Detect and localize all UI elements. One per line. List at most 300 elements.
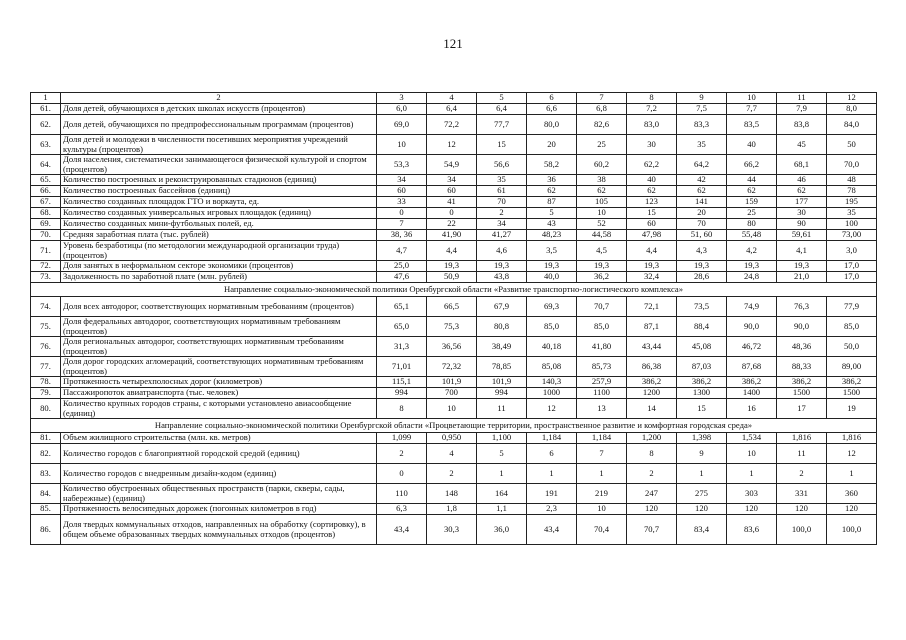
value-cell: 10	[427, 399, 477, 419]
value-cell: 386,2	[827, 377, 877, 388]
value-cell: 10	[577, 504, 627, 515]
value-cell: 83,3	[677, 115, 727, 135]
value-cell: 90	[777, 219, 827, 230]
value-cell: 101,9	[427, 377, 477, 388]
value-cell: 41,27	[477, 230, 527, 241]
value-cell: 85,0	[577, 317, 627, 337]
value-cell: 47,6	[377, 272, 427, 283]
value-cell: 36,2	[577, 272, 627, 283]
value-cell: 110	[377, 484, 427, 504]
table-row	[31, 357, 877, 377]
value-cell: 38,49	[477, 337, 527, 357]
value-cell: 5	[477, 444, 527, 464]
value-cell: 87,1	[627, 317, 677, 337]
value-cell: 1,184	[577, 433, 627, 444]
table-row	[31, 115, 877, 135]
value-cell: 42	[677, 175, 727, 186]
value-cell: 35	[677, 135, 727, 155]
value-cell: 76,3	[777, 297, 827, 317]
value-cell: 50	[827, 135, 877, 155]
value-cell: 17	[777, 399, 827, 419]
value-cell: 71,01	[377, 357, 427, 377]
value-cell: 30	[777, 208, 827, 219]
row-number: 68.	[31, 208, 61, 219]
table-row	[31, 464, 877, 484]
table-row	[31, 261, 877, 272]
value-cell: 62	[727, 186, 777, 197]
value-cell: 4	[427, 444, 477, 464]
value-cell: 8	[377, 399, 427, 419]
value-cell: 2	[427, 464, 477, 484]
value-cell: 85,0	[527, 317, 577, 337]
value-cell: 0	[427, 208, 477, 219]
value-cell: 140,3	[527, 377, 577, 388]
value-cell: 16	[727, 399, 777, 419]
value-cell: 89,00	[827, 357, 877, 377]
value-cell: 105	[577, 197, 627, 208]
value-cell: 303	[727, 484, 777, 504]
value-cell: 1	[727, 464, 777, 484]
value-cell: 46	[777, 175, 827, 186]
value-cell: 6,4	[477, 104, 527, 115]
table-row	[31, 377, 877, 388]
row-number: 70.	[31, 230, 61, 241]
header-cell: 8	[627, 93, 677, 104]
indicator-name: Доля твердых коммунальных отходов, направленных на обработку (сортировку), в общем объеме образованных твердых коммунальных отходов (процентов)	[61, 515, 377, 545]
value-cell: 48	[827, 175, 877, 186]
indicator-name: Количество городов с внедренным дизайн-кодом (единиц)	[61, 464, 377, 484]
value-cell: 1,200	[627, 433, 677, 444]
header-cell: 5	[477, 93, 527, 104]
row-number: 74.	[31, 297, 61, 317]
indicator-name: Количество созданных площадок ГТО и воркаута, ед.	[61, 197, 377, 208]
value-cell: 123	[627, 197, 677, 208]
header-cell: 11	[777, 93, 827, 104]
indicator-name: Количество построенных и реконструированных стадионов (единиц)	[61, 175, 377, 186]
table-row	[31, 504, 877, 515]
value-cell: 159	[727, 197, 777, 208]
indicator-name: Доля детей, обучающихся в детских школах искусств (процентов)	[61, 104, 377, 115]
table-row	[31, 208, 877, 219]
header-cell: 4	[427, 93, 477, 104]
value-cell: 1	[827, 464, 877, 484]
value-cell: 0	[377, 208, 427, 219]
value-cell: 77,7	[477, 115, 527, 135]
row-number: 83.	[31, 464, 61, 484]
value-cell: 12	[527, 399, 577, 419]
value-cell: 19	[827, 399, 877, 419]
value-cell: 141	[677, 197, 727, 208]
value-cell: 43,8	[477, 272, 527, 283]
value-cell: 88,4	[677, 317, 727, 337]
value-cell: 43	[527, 219, 577, 230]
value-cell: 148	[427, 484, 477, 504]
value-cell: 8,0	[827, 104, 877, 115]
header-cell: 7	[577, 93, 627, 104]
value-cell: 34	[477, 219, 527, 230]
value-cell: 44,58	[577, 230, 627, 241]
value-cell: 17,0	[827, 272, 877, 283]
section-row	[31, 419, 877, 433]
value-cell: 87,03	[677, 357, 727, 377]
value-cell: 15	[627, 208, 677, 219]
row-number: 84.	[31, 484, 61, 504]
value-cell: 53,3	[377, 155, 427, 175]
value-cell: 386,2	[677, 377, 727, 388]
row-number: 85.	[31, 504, 61, 515]
indicator-name: Количество созданных мини-футбольных полей, ед.	[61, 219, 377, 230]
page-number: 121	[443, 36, 463, 51]
value-cell: 1	[677, 464, 727, 484]
value-cell: 69,3	[527, 297, 577, 317]
value-cell: 73,5	[677, 297, 727, 317]
value-cell: 60	[377, 186, 427, 197]
value-cell: 78,85	[477, 357, 527, 377]
value-cell: 45	[777, 135, 827, 155]
value-cell: 65,1	[377, 297, 427, 317]
value-cell: 83,4	[677, 515, 727, 545]
value-cell: 15	[677, 399, 727, 419]
value-cell: 70	[677, 219, 727, 230]
value-cell: 58,2	[527, 155, 577, 175]
value-cell: 4,4	[627, 241, 677, 261]
value-cell: 87,68	[727, 357, 777, 377]
value-cell: 7,2	[627, 104, 677, 115]
value-cell: 38	[577, 175, 627, 186]
value-cell: 44	[727, 175, 777, 186]
value-cell: 1,8	[427, 504, 477, 515]
value-cell: 46,72	[727, 337, 777, 357]
row-number: 67.	[31, 197, 61, 208]
indicator-name: Количество созданных универсальных игровых площадок (единиц)	[61, 208, 377, 219]
value-cell: 11	[477, 399, 527, 419]
value-cell: 275	[677, 484, 727, 504]
value-cell: 19,3	[477, 261, 527, 272]
value-cell: 195	[827, 197, 877, 208]
header-cell: 9	[677, 93, 727, 104]
row-number: 63.	[31, 135, 61, 155]
value-cell: 120	[677, 504, 727, 515]
row-number: 77.	[31, 357, 61, 377]
value-cell: 19,3	[677, 261, 727, 272]
indicators-table	[30, 92, 877, 545]
value-cell: 994	[477, 388, 527, 399]
value-cell: 19,3	[727, 261, 777, 272]
indicator-name: Протяженность четырехполосных дорог (километров)	[61, 377, 377, 388]
value-cell: 7	[377, 219, 427, 230]
value-cell: 54,9	[427, 155, 477, 175]
indicator-name: Количество крупных городов страны, с которыми установлено авиасообщение (единиц)	[61, 399, 377, 419]
value-cell: 52	[577, 219, 627, 230]
value-cell: 43,4	[527, 515, 577, 545]
value-cell: 4,1	[777, 241, 827, 261]
value-cell: 10	[377, 135, 427, 155]
value-cell: 994	[377, 388, 427, 399]
value-cell: 2	[477, 208, 527, 219]
indicator-name: Объем жилищного строительства (млн. кв. метров)	[61, 433, 377, 444]
value-cell: 8	[627, 444, 677, 464]
value-cell: 72,32	[427, 357, 477, 377]
value-cell: 100,0	[777, 515, 827, 545]
value-cell: 31,3	[377, 337, 427, 357]
value-cell: 40	[627, 175, 677, 186]
value-cell: 120	[827, 504, 877, 515]
value-cell: 0,950	[427, 433, 477, 444]
value-cell: 6	[527, 444, 577, 464]
value-cell: 25,0	[377, 261, 427, 272]
value-cell: 86,38	[627, 357, 677, 377]
value-cell: 41,90	[427, 230, 477, 241]
value-cell: 30,3	[427, 515, 477, 545]
table-row	[31, 230, 877, 241]
value-cell: 3,0	[827, 241, 877, 261]
row-number: 73.	[31, 272, 61, 283]
value-cell: 4,7	[377, 241, 427, 261]
value-cell: 70,0	[827, 155, 877, 175]
value-cell: 19,3	[777, 261, 827, 272]
value-cell: 66,5	[427, 297, 477, 317]
value-cell: 19,3	[577, 261, 627, 272]
value-cell: 6,0	[377, 104, 427, 115]
value-cell: 1,816	[777, 433, 827, 444]
value-cell: 70,7	[577, 297, 627, 317]
value-cell: 115,1	[377, 377, 427, 388]
value-cell: 28,6	[677, 272, 727, 283]
value-cell: 50,0	[827, 337, 877, 357]
indicator-name: Доля региональных автодорог, соответствующих нормативным требованиям (процентов)	[61, 337, 377, 357]
value-cell: 15	[477, 135, 527, 155]
value-cell: 100	[827, 219, 877, 230]
value-cell: 1	[477, 464, 527, 484]
value-cell: 386,2	[777, 377, 827, 388]
row-number: 62.	[31, 115, 61, 135]
value-cell: 9	[677, 444, 727, 464]
value-cell: 51, 60	[677, 230, 727, 241]
value-cell: 0	[377, 464, 427, 484]
value-cell: 1000	[527, 388, 577, 399]
value-cell: 1,816	[827, 433, 877, 444]
value-cell: 35	[827, 208, 877, 219]
value-cell: 62	[527, 186, 577, 197]
value-cell: 19,3	[427, 261, 477, 272]
value-cell: 386,2	[727, 377, 777, 388]
header-cell: 6	[527, 93, 577, 104]
value-cell: 120	[727, 504, 777, 515]
value-cell: 70,4	[577, 515, 627, 545]
row-number: 80.	[31, 399, 61, 419]
value-cell: 60	[427, 186, 477, 197]
value-cell: 19,3	[527, 261, 577, 272]
value-cell: 65,0	[377, 317, 427, 337]
value-cell: 331	[777, 484, 827, 504]
value-cell: 101,9	[477, 377, 527, 388]
header-cell: 12	[827, 93, 877, 104]
value-cell: 83,0	[627, 115, 677, 135]
value-cell: 56,6	[477, 155, 527, 175]
indicator-name: Пассажиропоток авиатранспорта (тыс. человек)	[61, 388, 377, 399]
value-cell: 48,36	[777, 337, 827, 357]
table-row	[31, 186, 877, 197]
table-row	[31, 272, 877, 283]
value-cell: 36	[527, 175, 577, 186]
value-cell: 1,534	[727, 433, 777, 444]
value-cell: 90,0	[727, 317, 777, 337]
value-cell: 40	[727, 135, 777, 155]
row-number: 86.	[31, 515, 61, 545]
value-cell: 70	[477, 197, 527, 208]
section-title: Направление социально-экономической политики Оренбургской области «Процветающие территории, пространственное развитие и комфортная городская среда»	[31, 419, 877, 433]
value-cell: 177	[777, 197, 827, 208]
indicator-name: Количество обустроенных общественных пространств (парки, скверы, сады, набережные) (единиц)	[61, 484, 377, 504]
value-cell: 100,0	[827, 515, 877, 545]
value-cell: 1	[527, 464, 577, 484]
row-number: 71.	[31, 241, 61, 261]
value-cell: 83,6	[727, 515, 777, 545]
row-number: 79.	[31, 388, 61, 399]
value-cell: 12	[427, 135, 477, 155]
value-cell: 83,5	[727, 115, 777, 135]
indicator-name: Количество городов с благоприятной городской средой (единиц)	[61, 444, 377, 464]
value-cell: 40,18	[527, 337, 577, 357]
indicator-name: Доля детей, обучающихся по предпрофессиональным программам (процентов)	[61, 115, 377, 135]
indicator-name: Доля дорог городских агломераций, соответствующих нормативным требованиям (процентов)	[61, 357, 377, 377]
value-cell: 50,9	[427, 272, 477, 283]
table-row	[31, 135, 877, 155]
indicator-name: Доля населения, систематически занимающегося физической культурой и спортом (процентов)	[61, 155, 377, 175]
value-cell: 21,0	[777, 272, 827, 283]
value-cell: 13	[577, 399, 627, 419]
row-number: 65.	[31, 175, 61, 186]
value-cell: 34	[377, 175, 427, 186]
row-number: 81.	[31, 433, 61, 444]
value-cell: 59,61	[777, 230, 827, 241]
row-number: 72.	[31, 261, 61, 272]
row-number: 82.	[31, 444, 61, 464]
value-cell: 69,0	[377, 115, 427, 135]
table-row	[31, 399, 877, 419]
value-cell: 7,7	[727, 104, 777, 115]
value-cell: 1500	[777, 388, 827, 399]
value-cell: 35	[477, 175, 527, 186]
indicator-name: Уровень безработицы (по методологии международной организации труда) (процентов)	[61, 241, 377, 261]
value-cell: 5	[527, 208, 577, 219]
value-cell: 68,1	[777, 155, 827, 175]
value-cell: 360	[827, 484, 877, 504]
value-cell: 70,7	[627, 515, 677, 545]
value-cell: 62	[627, 186, 677, 197]
indicator-name: Доля федеральных автодорог, соответствующих нормативным требованиям (процентов)	[61, 317, 377, 337]
indicator-name: Доля детей и молодежи в численности посетивших мероприятия учреждений культуры (процентов)	[61, 135, 377, 155]
value-cell: 61	[477, 186, 527, 197]
value-cell: 1	[577, 464, 627, 484]
value-cell: 120	[777, 504, 827, 515]
value-cell: 32,4	[627, 272, 677, 283]
value-cell: 85,73	[577, 357, 627, 377]
indicator-name: Задолженность по заработной плате (млн. рублей)	[61, 272, 377, 283]
header-row	[31, 93, 877, 104]
value-cell: 66,2	[727, 155, 777, 175]
value-cell: 87	[527, 197, 577, 208]
table-row	[31, 197, 877, 208]
value-cell: 36,56	[427, 337, 477, 357]
header-cell: 1	[31, 93, 61, 104]
value-cell: 72,1	[627, 297, 677, 317]
value-cell: 40,0	[527, 272, 577, 283]
value-cell: 20	[527, 135, 577, 155]
value-cell: 1500	[827, 388, 877, 399]
table-row	[31, 337, 877, 357]
value-cell: 38, 36	[377, 230, 427, 241]
value-cell: 55,48	[727, 230, 777, 241]
value-cell: 6,3	[377, 504, 427, 515]
value-cell: 80,0	[527, 115, 577, 135]
value-cell: 1,184	[527, 433, 577, 444]
table-row	[31, 104, 877, 115]
value-cell: 20	[677, 208, 727, 219]
value-cell: 10	[577, 208, 627, 219]
table-row	[31, 241, 877, 261]
indicator-name: Количество построенных бассейнов (единиц)	[61, 186, 377, 197]
table-row	[31, 433, 877, 444]
value-cell: 1100	[577, 388, 627, 399]
table-body	[31, 104, 877, 545]
value-cell: 34	[427, 175, 477, 186]
row-number: 78.	[31, 377, 61, 388]
value-cell: 4,6	[477, 241, 527, 261]
header-cell: 10	[727, 93, 777, 104]
value-cell: 4,4	[427, 241, 477, 261]
value-cell: 2	[777, 464, 827, 484]
row-number: 66.	[31, 186, 61, 197]
value-cell: 74,9	[727, 297, 777, 317]
table-row	[31, 444, 877, 464]
value-cell: 43,44	[627, 337, 677, 357]
value-cell: 84,0	[827, 115, 877, 135]
value-cell: 73,00	[827, 230, 877, 241]
value-cell: 11	[777, 444, 827, 464]
value-cell: 164	[477, 484, 527, 504]
value-cell: 33	[377, 197, 427, 208]
row-number: 69.	[31, 219, 61, 230]
value-cell: 62	[577, 186, 627, 197]
value-cell: 120	[627, 504, 677, 515]
value-cell: 80,8	[477, 317, 527, 337]
value-cell: 2	[627, 464, 677, 484]
value-cell: 1300	[677, 388, 727, 399]
table-row	[31, 388, 877, 399]
value-cell: 1,100	[477, 433, 527, 444]
row-number: 75.	[31, 317, 61, 337]
value-cell: 12	[827, 444, 877, 464]
value-cell: 3,5	[527, 241, 577, 261]
value-cell: 386,2	[627, 377, 677, 388]
value-cell: 60	[627, 219, 677, 230]
value-cell: 25	[577, 135, 627, 155]
value-cell: 45,08	[677, 337, 727, 357]
table-row	[31, 515, 877, 545]
value-cell: 24,8	[727, 272, 777, 283]
value-cell: 25	[727, 208, 777, 219]
header-cell: 3	[377, 93, 427, 104]
indicator-name: Доля занятых в неформальном секторе экономики (процентов)	[61, 261, 377, 272]
value-cell: 7,9	[777, 104, 827, 115]
value-cell: 2	[377, 444, 427, 464]
value-cell: 247	[627, 484, 677, 504]
value-cell: 62,2	[627, 155, 677, 175]
value-cell: 17,0	[827, 261, 877, 272]
value-cell: 6,8	[577, 104, 627, 115]
value-cell: 1,398	[677, 433, 727, 444]
